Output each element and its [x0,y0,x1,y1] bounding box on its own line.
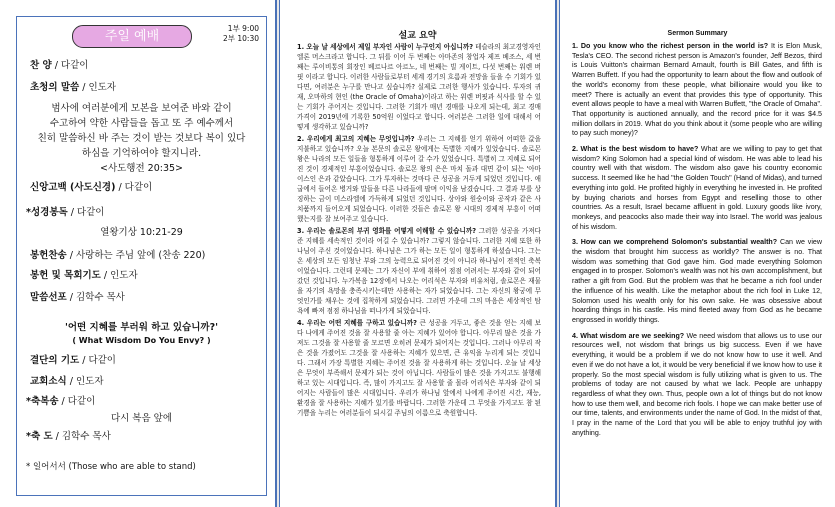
summary-answer: 우리는 그 지혜를 얻기 위하여 어떠한 값을 지불하고 있습니까? 오늘 본문의 솔로몬 왕에게는 독별한 지혜가 있었습니다. 솔로몬 왕은 나라의 모든 일들을 형통하게 이루어 갈 수가 있었습니다. 특별히 그 지혜로 되어진 것이 경제적인 부흥이었습니다. 솔로몬 왕의 은은 마치 돌과 대면 같이 되는 '아마이스인 은과 같았습니다. 그가 투자하는 것마다 큰 성공을 거두게 되었던 것입니다. 애굽에서 들어온 병거와 말들을 다른 나라들에 팔며 이익을 남겼습니다. 그 결과 부를 상징하는 금이 미스라엘에 가득하게 되었던 것입니다. 상아와 원숭이와 공작과 같은 사치품까지 들어오게 되었습니다. 이러한 것들은 솔로몬 왕 시대의 경제적 부흥이 어떠했는지를 잘 보여주고 있습니다. [297,135,541,223]
item-label: 결단의 기도 [30,355,80,366]
invitation-verse [16,101,267,176]
summary-answer: We need wisdom that allows us to use our resources well, not wisdom that brings us big success. Even if we have everything, it would be a problem if we do not know how to use it well. And even if we do not have a lot, it would be very beneficial if we know how to use it properly. So the most special wisdom is fully utilizing what is given to us. The problems of today are not caused by what we lack. People are unhappy regardless of what they own. Thus, people own a lot of things but do not know how to use them well, and become rich fools. I hope we can make better use of our time, talents, and environments under the name of God. In the midst of that, I pray in the name of the Lord that you will be able to enjoy truthful joy with anything. [572,331,822,437]
item-label: *성경봉독 [26,207,68,218]
summary-answer: 큰 성공을 거두고, 좋은 것을 얻는 지혜 보다 나에게 주어진 것을 잘 사용할 줄 아는 지혜가 있어야 합니다. 아무리 많은 것을 가져도 그것을 잘 사용할 줄 모르면 오히려 문제가 되어지는 것입니다. 그러나 아무리 작은 것을 가졌어도 그것을 잘 사용하는 지혜가 있으면, 큰 유익을 누리게 되는 것입니다. 그래서 가장 특별한 지혜는 주어진 것을 잘 사용하게 하는 것입니다. 오늘 날 세상은 무엇이 부족해서 문제가 되는 것이 아닙니다. 사람들이 많은 것을 가지고도 불행해 하고 있는 시대입니다. 즉, 많이 가지고도 잘 사용할 줄 몰라 어리석은 부자와 같이 되어지는 사람들이 많은 시대입니다. 우리가 하나님 앞에서 나에게 주어진 시간, 재능, 환경을 잘 사용하는 지혜가 있기를 바랍니다. 그러한 가운데 그 무엇을 가지고도 참 된 기쁨을 누리는 여러분들이 되시길 주님의 이름으로 축원합니다. [297,319,541,417]
summary-paragraph [297,42,541,132]
summary-question: 2. 우리에게 최고의 지혜는 무엇입니까? [297,135,415,143]
item-label: 말씀선포 [30,292,67,303]
summary-question: 1. 오늘 날 세상에서 제일 부자인 사람이 누구인지 아십니까? [297,43,474,51]
summary-answer: 그러한 성공을 가져다 준 지혜를 세속적인 것이라 여길 수 있습니까? 그렇지 않습니다. 그러한 지혜 또한 하나님이 주신 것이었습니다. 하나님은 그가 하는 모든 일이 형통하게 하셨습니다. 그는 온 세상의 모든 임청난 부와 그의 능력으로 되어진 것이 아니라 하나님이 전적인 축복이었습니다. 그런데 문제는 그가 자신이 부에 취하여 점점 어려서는 부자와 같이 되어 갔던 것입니다. 누가복음 12장에서 나오는 어리석은 부자와 비유처럼, 솔로몬은 재물을 자기의 욕망을 충족시키는데만 사용하는 자가 되었습니다. 그는 자신의 왕궁에 무엇인가를 채우는 것에 집착하게 되었습니다. 그러면 가운데 그의 마음은 세상적인 탐욕에 빠져 점점 하나님을 떠나가게 되었습니다. [297,227,541,315]
english-summary-page [559,0,835,507]
verse-line: 하심을 기억하여야 할지니라. [81,148,202,159]
summary-question: 3. 우리는 솔로몬의 부귀 영화를 어떻게 이해할 수 있습니까? [297,227,477,235]
sermon-title-korean: '어떤 지혜를 부러워 하고 있습니까?' [64,322,219,333]
summary-answer: Can we view the wisdom that brought him success as worldly? The answer is no. That wisdom was something that God gave him. God made everything Solomon engaged in to prosper. Solomon's wealth was not his own accomplishment, but rather a gift from God. But the problem was that he became a rich fool under the influence of his wealth. Like the metaphor about the rich fool in Luke 12, Solomon used his wealth only for his own sake. He was obsessive about hoarding things in his castle. His mind fleeted away from God as he became engrossed in worldly things. [572,238,822,324]
item-label: 초청의 말씀 [30,82,80,93]
item-detail: / 인도자 [100,270,138,281]
item-detail: / 김학수 목사 [66,292,125,303]
item-detail: / 다같이 [58,396,96,407]
service-time-2: 2부 10:30 [222,34,259,43]
summary-answer: 테슬라의 최고경영자인 엘론 머스크라고 합니다. 그 뒤를 이어 두 번째는 아마존의 창업자 제프 베조스, 세 번째는 루이비통의 회장인 베르나르 아르노, 네 번째는 빌 게이트, 다섯 번째는 워렌 버핏 이라고 합니다. 이러한 사람들로부터 세계 경기의 흐름과 전망을 들을 수 기회가 있다면, 여러분은 누구를 만나고 싶습니까? 실제로 그러한 행사가 있습니다. 투자의 귀재, 오마하의 현인 (the Oracle of Omaha)이라고 하는 위렌 버핏과 식사를 할 수 있는 기회가 주어지는 것입니다. 그러한 기회가 매년 경매를 나오게 되는데, 최고 경매 가격이 2019년에 기록한 50억원 이었다고 합니다. 여러분은 그러한 일에 대해서 어떻게 생각하고 있습니까? [297,43,541,131]
program-page [0,0,277,507]
item-detail: / 인도자 [66,376,104,387]
program-item-invitation [30,82,116,94]
sermon-title-english: ( What Wisdom Do You Envy? ) [72,336,211,345]
korean-summary-body [297,42,541,420]
item-label: 신앙고백 (사도신경) [30,182,116,193]
verse-reference: <사도행전 20:35> [99,163,184,174]
summary-paragraph [572,145,822,232]
service-title: 주일 예배 [72,25,192,48]
korean-summary-page [279,0,557,507]
item-detail: / 다같이 [67,207,105,218]
item-detail: / 김학수 목사 [52,431,111,442]
program-item-creed [30,182,152,194]
summary-answer: What are we willing to pay to get that wisdom? King Solomon had a special kind of wisdom. He was able to lead his country well with that wisdom. The wisdom also gave his country economic success. It seemed like he had "the Golden Touch" (Hand of Midas), and turned everything into gold. He profited highly in everything he invested in. He profited by buying chariots and horses from Egypt and reselling those to other countries. As a result, Israel became affluent in gold. Luxury goods like ivory, monkeys, and peacocks also made their way into Israel. The world was jealous of his wisdom. [572,145,822,231]
program-item-praise [30,60,88,72]
summary-paragraph [297,134,541,224]
item-detail: / 인도자 [79,82,116,93]
item-label: *축 도 [26,431,53,442]
item-label: 찬 양 [30,60,52,71]
item-label: 교회소식 [30,376,67,387]
sermon-title [16,321,267,347]
item-label: *축복송 [26,396,59,407]
item-detail: / 다같이 [115,182,153,193]
program-item-benediction [26,431,111,443]
item-detail: / 다같이 [79,355,116,366]
program-item-announcements [30,376,104,388]
program-item-sermon [30,292,125,304]
summary-paragraph [572,238,822,325]
summary-question: 1. Do you know who the richest person in the world is? [572,42,769,50]
korean-summary-heading: 설교 요약 [398,31,437,41]
item-detail: / 사랑하는 주님 앞에 (찬송 220) [66,250,206,261]
program-item-scripture [26,207,104,219]
summary-answer: It is Elon Musk, Tesla's CEO. The second richest person is Amazon's founder, Jeff Bezos, third is Louis Vuitton's chairman Bernard Arnault, fourth is Bill Gates, and fifth is Warren Buffett. If you had the opportunity to learn about the flow and outlook of the world's economy from these people, what billionaire would you like to meet? There is actually an event that provides this type of opportunity. This event allows people to have a meal with Warren Buffett, "the Oracle of Omaha". That opportunity is auctioned annually, and the record price for it was $4.5 million dollars in 2019. What do you think about it (some people who are willing to pay such money)? [572,42,822,138]
summary-question: 4. What wisdom are we seeking? [572,331,685,340]
item-detail: / 다같이 [51,60,89,71]
standing-footnote: * 일어서서 (Those who are able to stand) [26,462,196,472]
verse-line: 친히 말씀하신 바 주는 것이 받는 것보다 복이 있다 [37,133,246,144]
summary-question: 3. How can we comprehend Solomon's substantial wealth? [572,238,778,247]
summary-paragraph [572,332,822,439]
scripture-reference: 열왕기상 10:21-29 [100,227,183,238]
verse-line: 수고하여 약한 사람들을 돕고 또 주 예수께서 [49,118,234,129]
summary-question: 4. 우리는 어떤 지혜를 구하고 있습니까? [297,319,417,327]
program-item-blessing-song [26,396,95,408]
program-item-offering-prayer [30,270,138,282]
summary-paragraph [572,42,822,139]
service-times [223,24,259,44]
program-item-offering-hymn [30,250,205,262]
summary-paragraph [297,226,541,316]
summary-question: 2. What is the best wisdom to have? [572,145,699,154]
item-label: 봉헌 및 목회기도 [30,270,101,281]
summary-paragraph [297,318,541,418]
program-item-decision-prayer [30,355,116,367]
english-summary-heading: Sermon Summary [667,30,728,37]
english-summary-body [572,42,822,444]
service-time-1: 1부 9:00 [227,24,259,33]
item-label: 봉헌찬송 [30,250,67,261]
blessing-song-title: 다시 복음 앞에 [110,413,173,424]
verse-line: 범사에 여러분에게 모본을 보여준 바와 같이 [51,103,232,114]
